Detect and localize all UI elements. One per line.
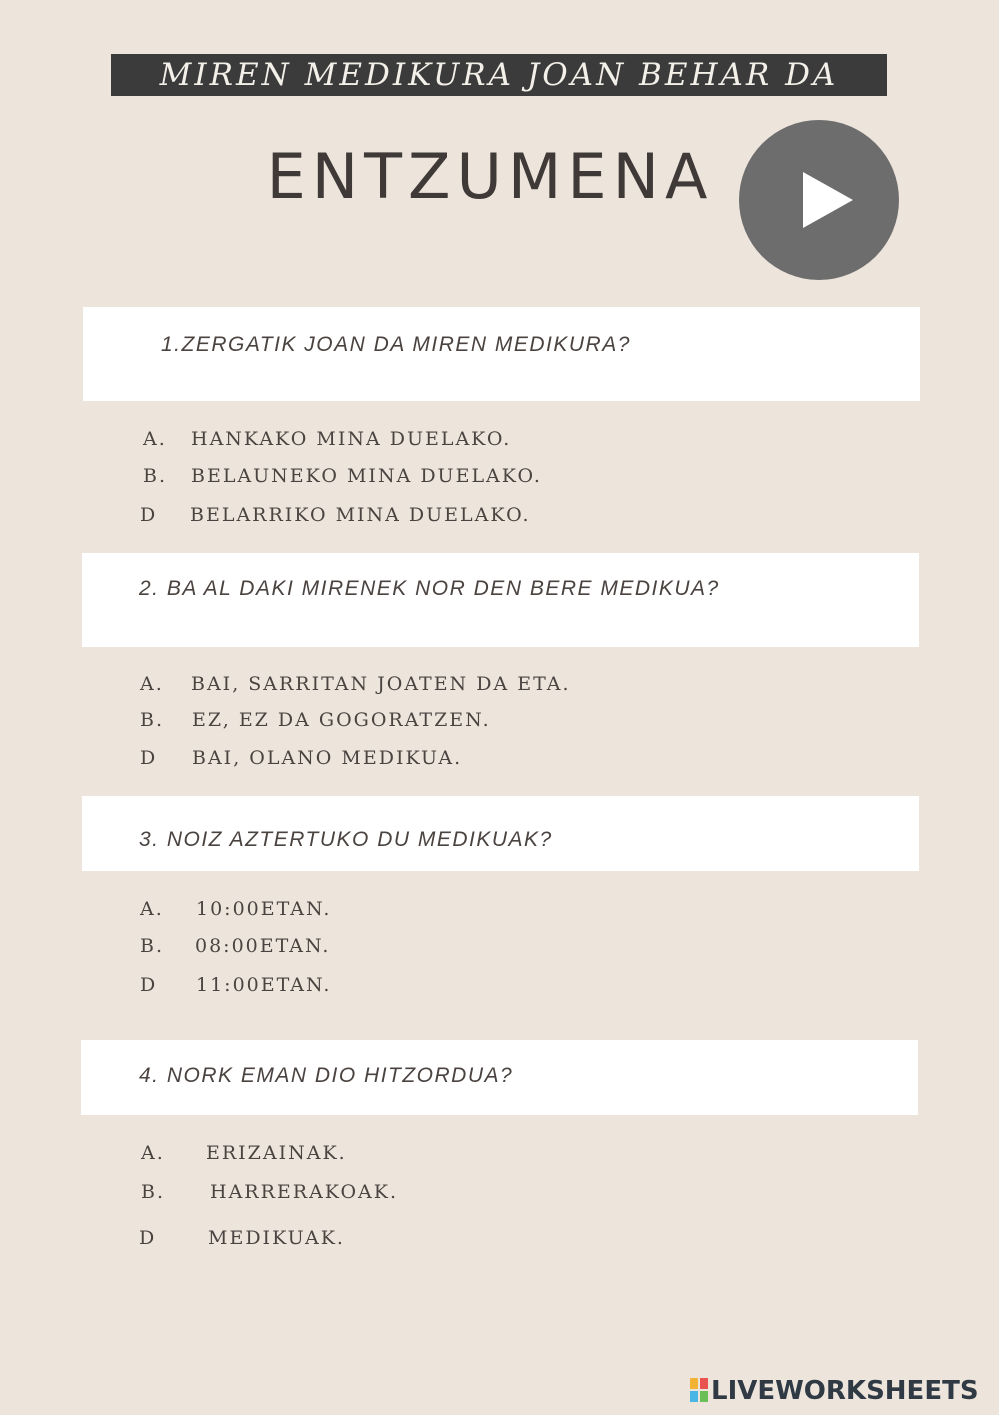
- question-1-box: [83, 307, 920, 401]
- play-button[interactable]: [739, 120, 899, 280]
- option-text: EZ, EZ DA GOGORATZEN.: [192, 709, 491, 731]
- page-title: ENTZUMENA: [266, 140, 714, 213]
- option-text: BAI, SARRITAN JOATEN DA ETA.: [191, 673, 571, 695]
- question-2-box: [82, 553, 919, 647]
- question-4-option-b[interactable]: [141, 1181, 399, 1203]
- option-text: HANKAKO MINA DUELAKO.: [191, 428, 512, 450]
- option-letter: B.: [143, 465, 168, 487]
- option-text: HARRERAKOAK.: [210, 1181, 399, 1203]
- option-text: BELAUNEKO MINA DUELAKO.: [191, 465, 542, 487]
- option-letter: B.: [141, 1181, 166, 1203]
- question-4-option-a[interactable]: [141, 1142, 347, 1164]
- option-letter: D: [140, 747, 158, 769]
- option-letter: D: [140, 504, 158, 526]
- liveworksheets-logo[interactable]: [690, 1376, 979, 1406]
- question-2-option-b[interactable]: [140, 709, 491, 731]
- question-3-option-d[interactable]: [140, 974, 332, 996]
- question-4-prompt: 4. NORK EMAN DIO HITZORDUA?: [139, 1064, 514, 1087]
- question-3-box: [82, 796, 919, 871]
- question-3-option-a[interactable]: [140, 898, 332, 920]
- worksheet-banner: MIREN MEDIKURA JOAN BEHAR DA: [111, 54, 887, 96]
- question-2-option-d[interactable]: [140, 747, 463, 769]
- option-letter: B.: [140, 709, 165, 731]
- question-1-prompt: 1.ZERGATIK JOAN DA MIREN MEDIKURA?: [161, 333, 631, 356]
- option-text: 08:00ETAN.: [195, 935, 331, 957]
- question-1-option-a[interactable]: [143, 428, 512, 450]
- option-letter: D: [140, 974, 158, 996]
- option-letter: A.: [143, 428, 167, 450]
- question-3-prompt: 3. NOIZ AZTERTUKO DU MEDIKUAK?: [139, 828, 553, 851]
- question-4-option-d[interactable]: [139, 1227, 345, 1249]
- option-text: ERIZAINAK.: [206, 1142, 347, 1164]
- question-2-prompt: 2. BA AL DAKI MIRENEK NOR DEN BERE MEDIKUA?: [139, 577, 720, 600]
- option-letter: D: [139, 1227, 157, 1249]
- option-text: 10:00ETAN.: [196, 898, 332, 920]
- question-4-box: [81, 1040, 918, 1115]
- liveworksheets-logo-text: LIVEWORKSHEETS: [711, 1376, 979, 1406]
- option-text: 11:00ETAN.: [196, 974, 332, 996]
- option-text: BELARRIKO MINA DUELAKO.: [190, 504, 531, 526]
- option-letter: B.: [140, 935, 165, 957]
- liveworksheets-logo-icon: [690, 1378, 708, 1402]
- question-3-option-b[interactable]: [140, 935, 331, 957]
- option-letter: A.: [141, 1142, 165, 1164]
- option-letter: A.: [140, 673, 164, 695]
- question-1-option-d[interactable]: [140, 504, 531, 526]
- play-icon: [739, 120, 899, 280]
- question-2-option-a[interactable]: [140, 673, 571, 695]
- option-letter: A.: [140, 898, 164, 920]
- option-text: MEDIKUAK.: [208, 1227, 345, 1249]
- question-1-option-b[interactable]: [143, 465, 542, 487]
- option-text: BAI, OLANO MEDIKUA.: [192, 747, 463, 769]
